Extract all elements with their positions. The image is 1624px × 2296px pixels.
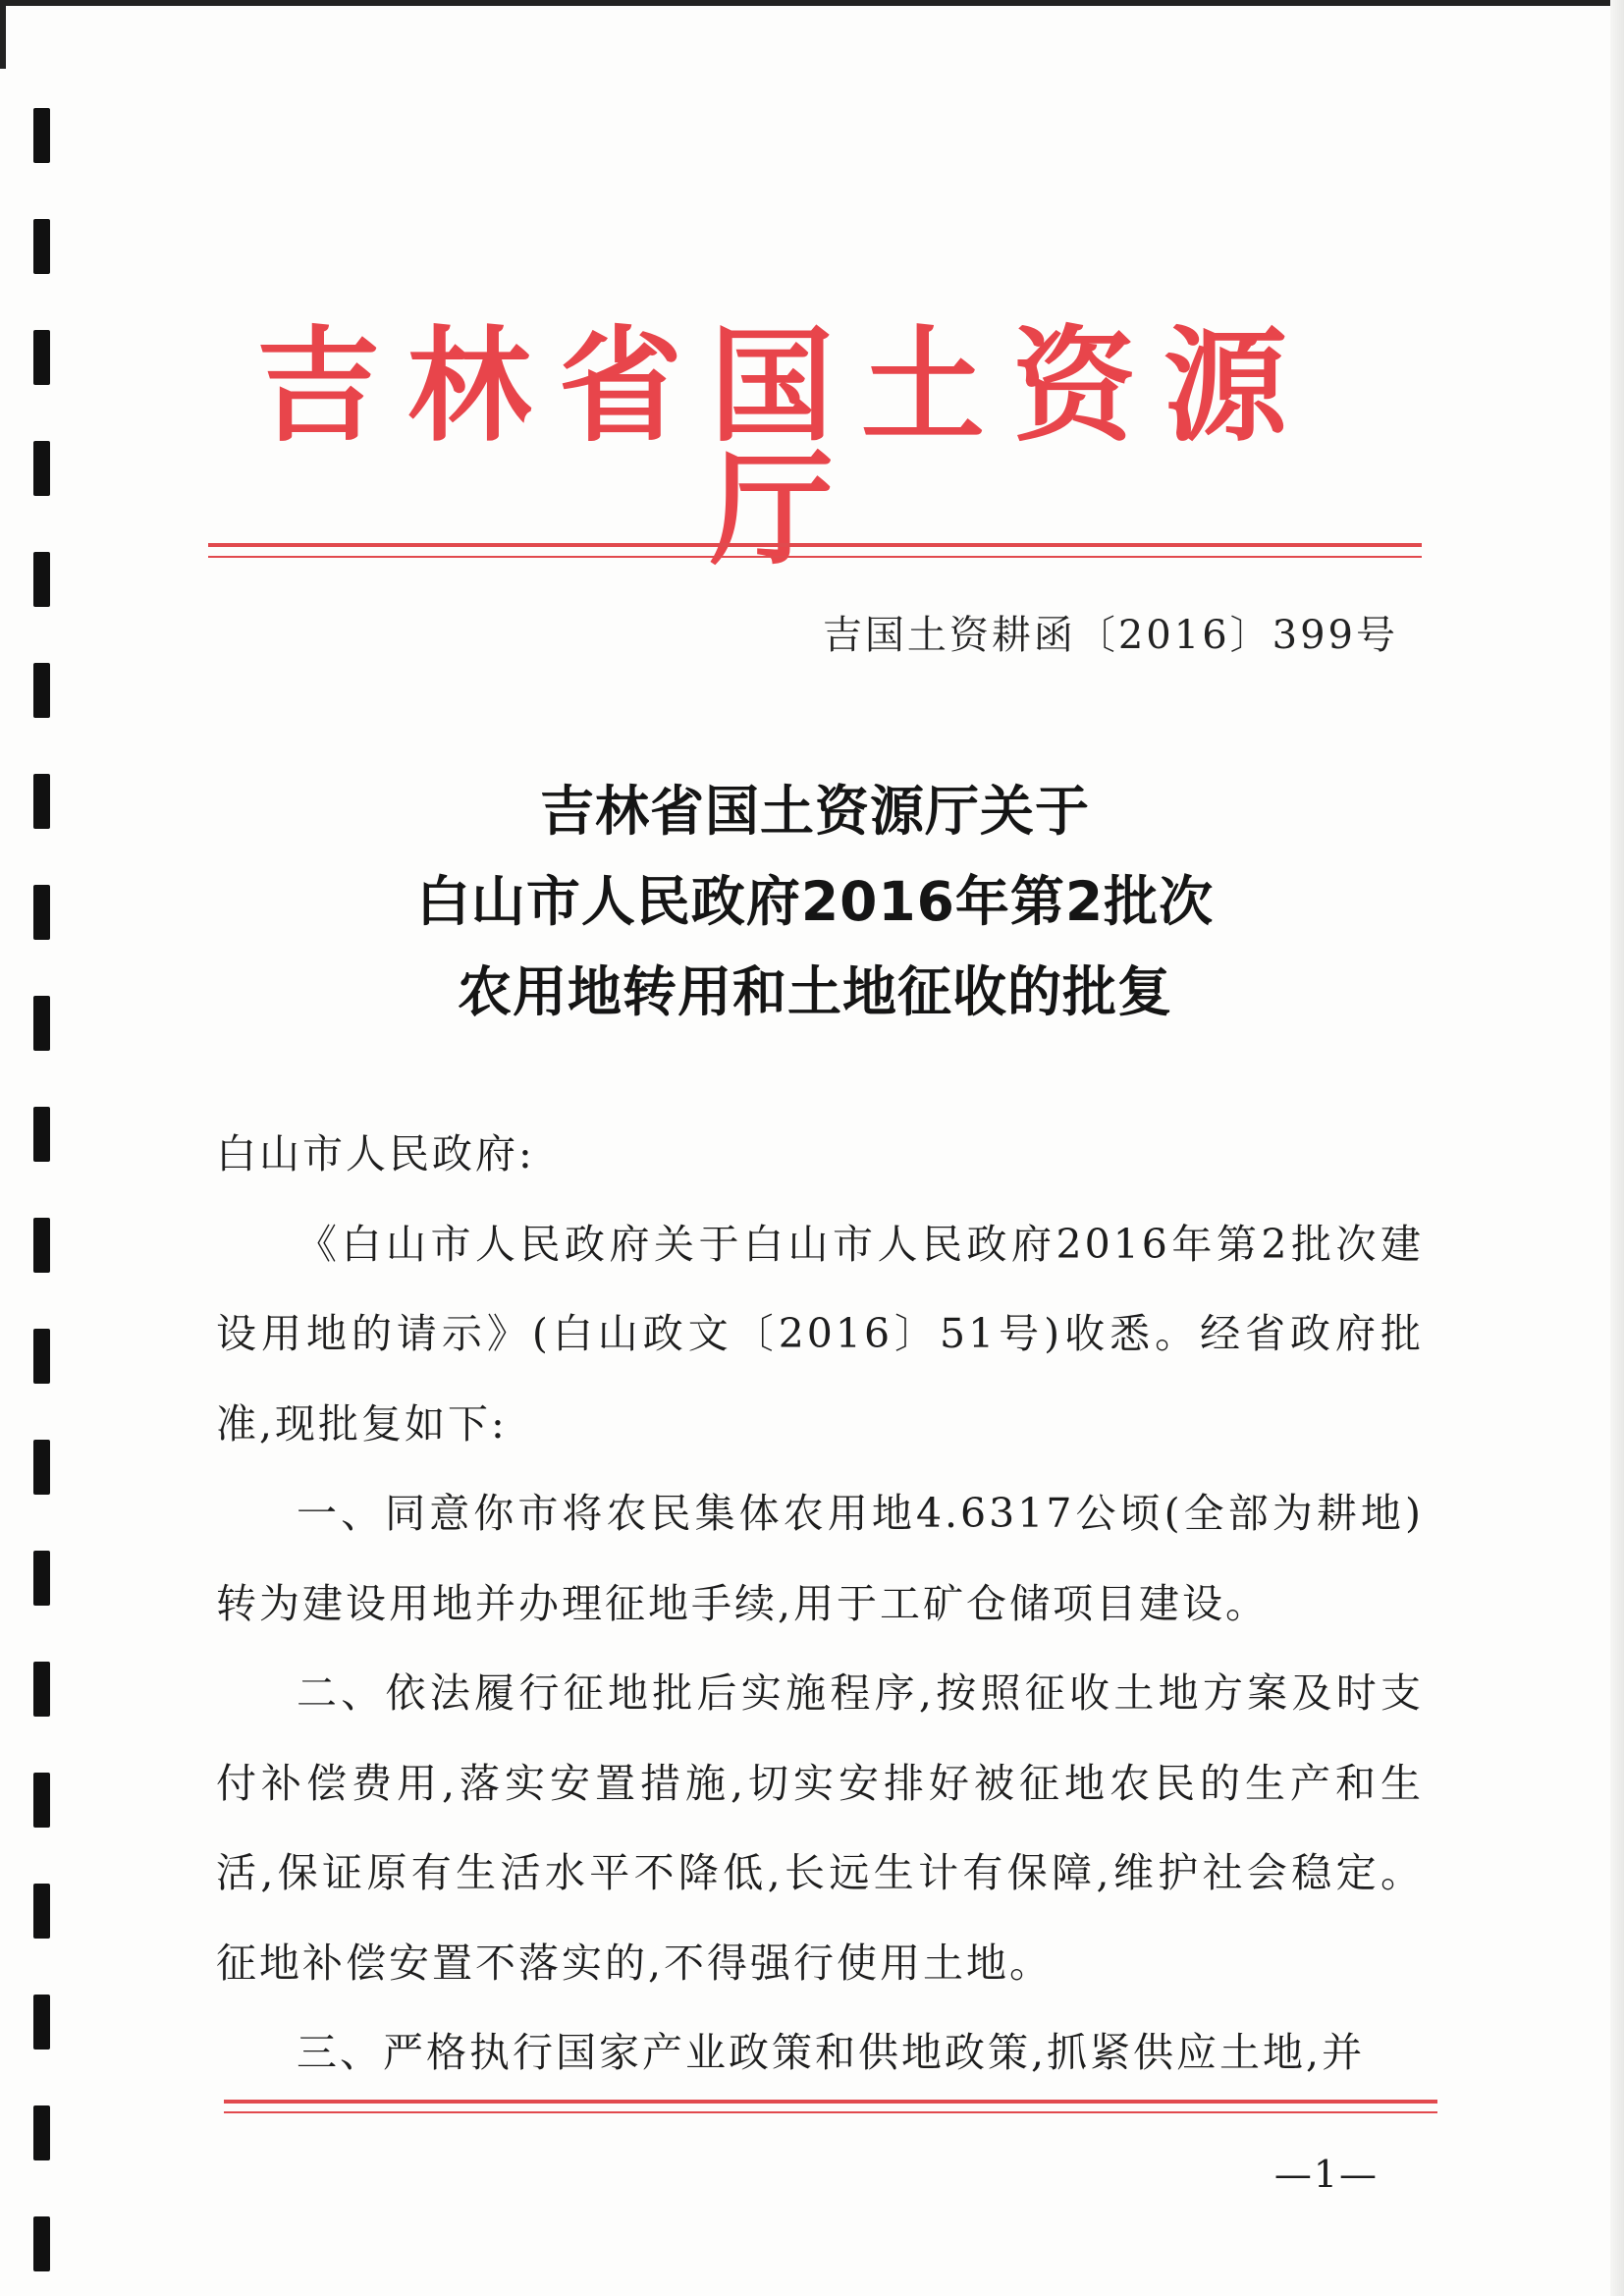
binding-mark <box>33 219 50 274</box>
footer-rule-bottom <box>224 2111 1437 2113</box>
binding-mark <box>33 1884 50 1939</box>
binding-mark <box>33 1218 50 1273</box>
paragraph-item-1: 一、同意你市将农民集体农用地4.6317公顷(全部为耕地)转为建设用地并办理征地手续,用于工矿仓储项目建设。 <box>216 1490 1424 1627</box>
paragraph-item-3: 三、严格执行国家产业政策和供地政策,抓紧供应土地,并 <box>297 2029 1366 2076</box>
document-title <box>226 766 1404 1037</box>
binding-mark <box>33 330 50 385</box>
binding-mark <box>33 552 50 607</box>
page-number: —1— <box>1273 2153 1379 2196</box>
salutation: 白山市人民政府: <box>216 1130 535 1177</box>
binding-marks <box>0 0 69 2296</box>
scan-edge-right <box>1610 0 1624 2296</box>
scan-edge-top <box>0 0 1624 6</box>
paragraph-intro: 《白山市人民政府关于白山市人民政府2016年第2批次建设用地的请示》(白山政文〔2016〕51号)收悉。经省政府批准,现批复如下: <box>216 1220 1424 1448</box>
document-body <box>216 1110 1424 2099</box>
binding-mark <box>33 108 50 163</box>
title-line-3: 农用地转用和土地征收的批复 <box>457 960 1172 1023</box>
binding-mark <box>33 774 50 829</box>
binding-mark <box>33 2216 50 2271</box>
binding-mark <box>33 663 50 718</box>
binding-mark <box>33 441 50 496</box>
title-line-1: 吉林省国土资源厅关于 <box>539 780 1090 843</box>
binding-mark <box>33 1551 50 1606</box>
binding-mark <box>33 885 50 940</box>
binding-mark <box>33 1329 50 1384</box>
paragraph-item-2: 二、依法履行征地批后实施程序,按照征收土地方案及时支付补偿费用,落实安置措施,切实安排好被征地农民的生产和生活,保证原有生活水平不降低,长远生计有保障,维护社会稳定。征地补偿安置不落实的,不得强行使用土地。 <box>216 1669 1424 1987</box>
binding-mark <box>33 2105 50 2160</box>
footer-rule-top <box>224 2100 1437 2104</box>
binding-mark <box>33 1107 50 1162</box>
binding-mark <box>33 1995 50 2050</box>
document-number: 吉国土资耕函〔2016〕399号 <box>822 613 1398 658</box>
binding-mark <box>33 996 50 1051</box>
masthead-rule-bottom <box>208 556 1422 558</box>
binding-mark <box>33 1773 50 1828</box>
binding-mark <box>33 1440 50 1495</box>
binding-mark <box>33 1662 50 1717</box>
masthead-title: 吉林省国土资源厅 <box>256 313 1315 582</box>
title-line-2: 白山市人民政府2016年第2批次 <box>415 870 1215 933</box>
masthead-rule-top <box>208 543 1422 547</box>
